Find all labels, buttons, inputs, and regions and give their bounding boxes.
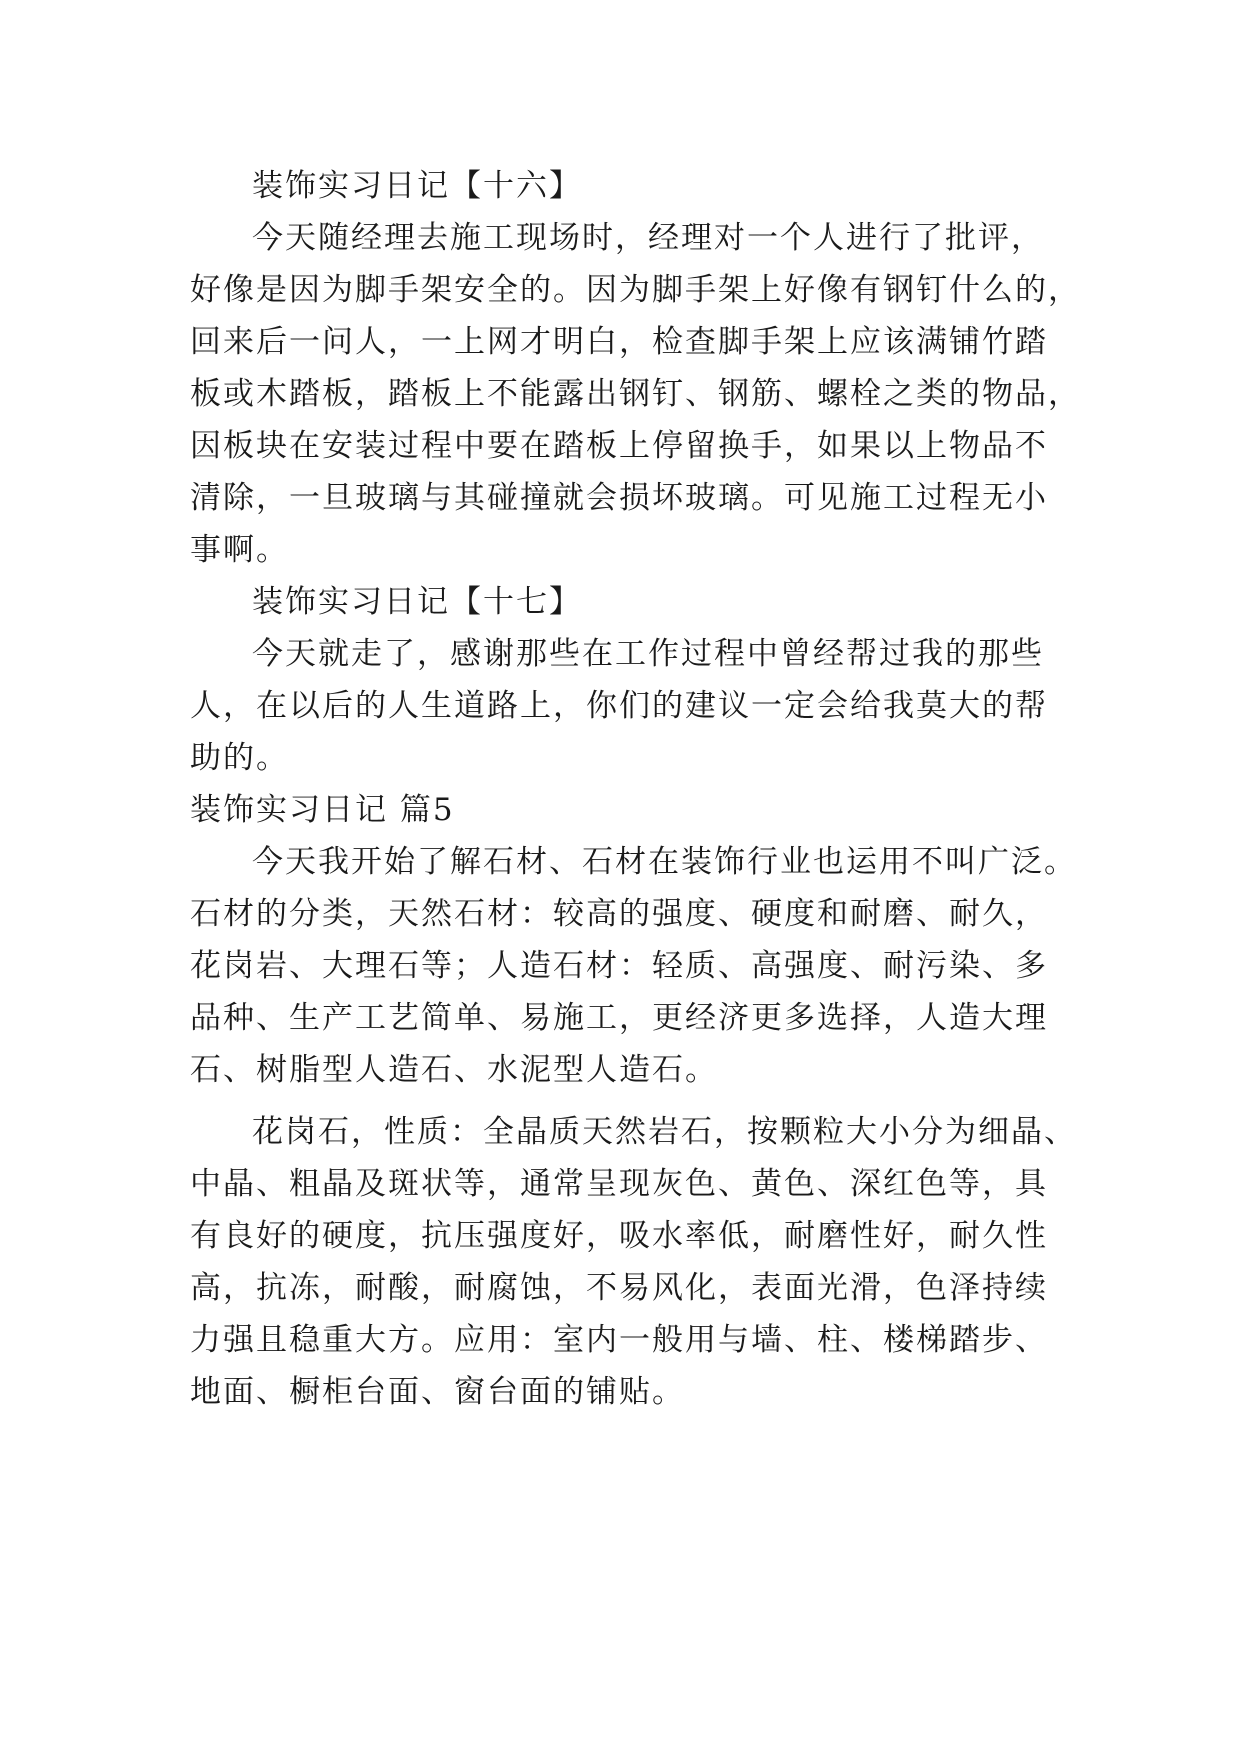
paragraph-line: 有良好的硬度，抗压强度好，吸水率低，耐磨性好，耐久性 bbox=[190, 1218, 1048, 1254]
paragraph-line: 石材的分类，天然石材：较高的强度、硬度和耐磨、耐久， bbox=[190, 896, 1048, 932]
paragraph-line: 今天随经理去施工现场时，经理对一个人进行了批评， bbox=[252, 220, 1044, 256]
paragraph-line: 人，在以后的人生道路上，你们的建议一定会给我莫大的帮 bbox=[190, 688, 1048, 724]
paragraph-line: 事啊。 bbox=[190, 532, 289, 568]
section-heading-16: 装饰实习日记【十六】 bbox=[252, 168, 582, 204]
paragraph-line: 回来后一问人，一上网才明白，检查脚手架上应该满铺竹踏 bbox=[190, 324, 1048, 360]
paragraph-line: 花岗石，性质：全晶质天然岩石，按颗粒大小分为细晶、 bbox=[252, 1114, 1077, 1150]
paragraph-line: 花岗岩、大理石等；人造石材：轻质、高强度、耐污染、多 bbox=[190, 948, 1048, 984]
paragraph-line: 今天就走了，感谢那些在工作过程中曾经帮过我的那些 bbox=[252, 636, 1044, 672]
paragraph-line: 地面、橱柜台面、窗台面的铺贴。 bbox=[190, 1374, 685, 1410]
paragraph-line: 好像是因为脚手架安全的。因为脚手架上好像有钢钉什么的， bbox=[190, 272, 1081, 308]
paragraph-line: 中晶、粗晶及斑状等，通常呈现灰色、黄色、深红色等，具 bbox=[190, 1166, 1048, 1202]
chapter-title: 装饰实习日记 篇5 bbox=[190, 792, 455, 828]
paragraph-line: 助的。 bbox=[190, 740, 289, 776]
section-heading-17: 装饰实习日记【十七】 bbox=[252, 584, 582, 620]
paragraph-line: 力强且稳重大方。应用：室内一般用与墙、柱、楼梯踏步、 bbox=[190, 1322, 1048, 1358]
paragraph-line: 石、树脂型人造石、水泥型人造石。 bbox=[190, 1052, 718, 1088]
paragraph-line: 板或木踏板，踏板上不能露出钢钉、钢筋、螺栓之类的物品， bbox=[190, 376, 1081, 412]
paragraph-line: 高，抗冻，耐酸，耐腐蚀，不易风化，表面光滑，色泽持续 bbox=[190, 1270, 1048, 1306]
paragraph-line: 今天我开始了解石材、石材在装饰行业也运用不叫广泛。 bbox=[252, 844, 1077, 880]
paragraph-line: 因板块在安装过程中要在踏板上停留换手，如果以上物品不 bbox=[190, 428, 1048, 464]
paragraph-line: 品种、生产工艺简单、易施工，更经济更多选择，人造大理 bbox=[190, 1000, 1048, 1036]
paragraph-line: 清除，一旦玻璃与其碰撞就会损坏玻璃。可见施工过程无小 bbox=[190, 480, 1048, 516]
